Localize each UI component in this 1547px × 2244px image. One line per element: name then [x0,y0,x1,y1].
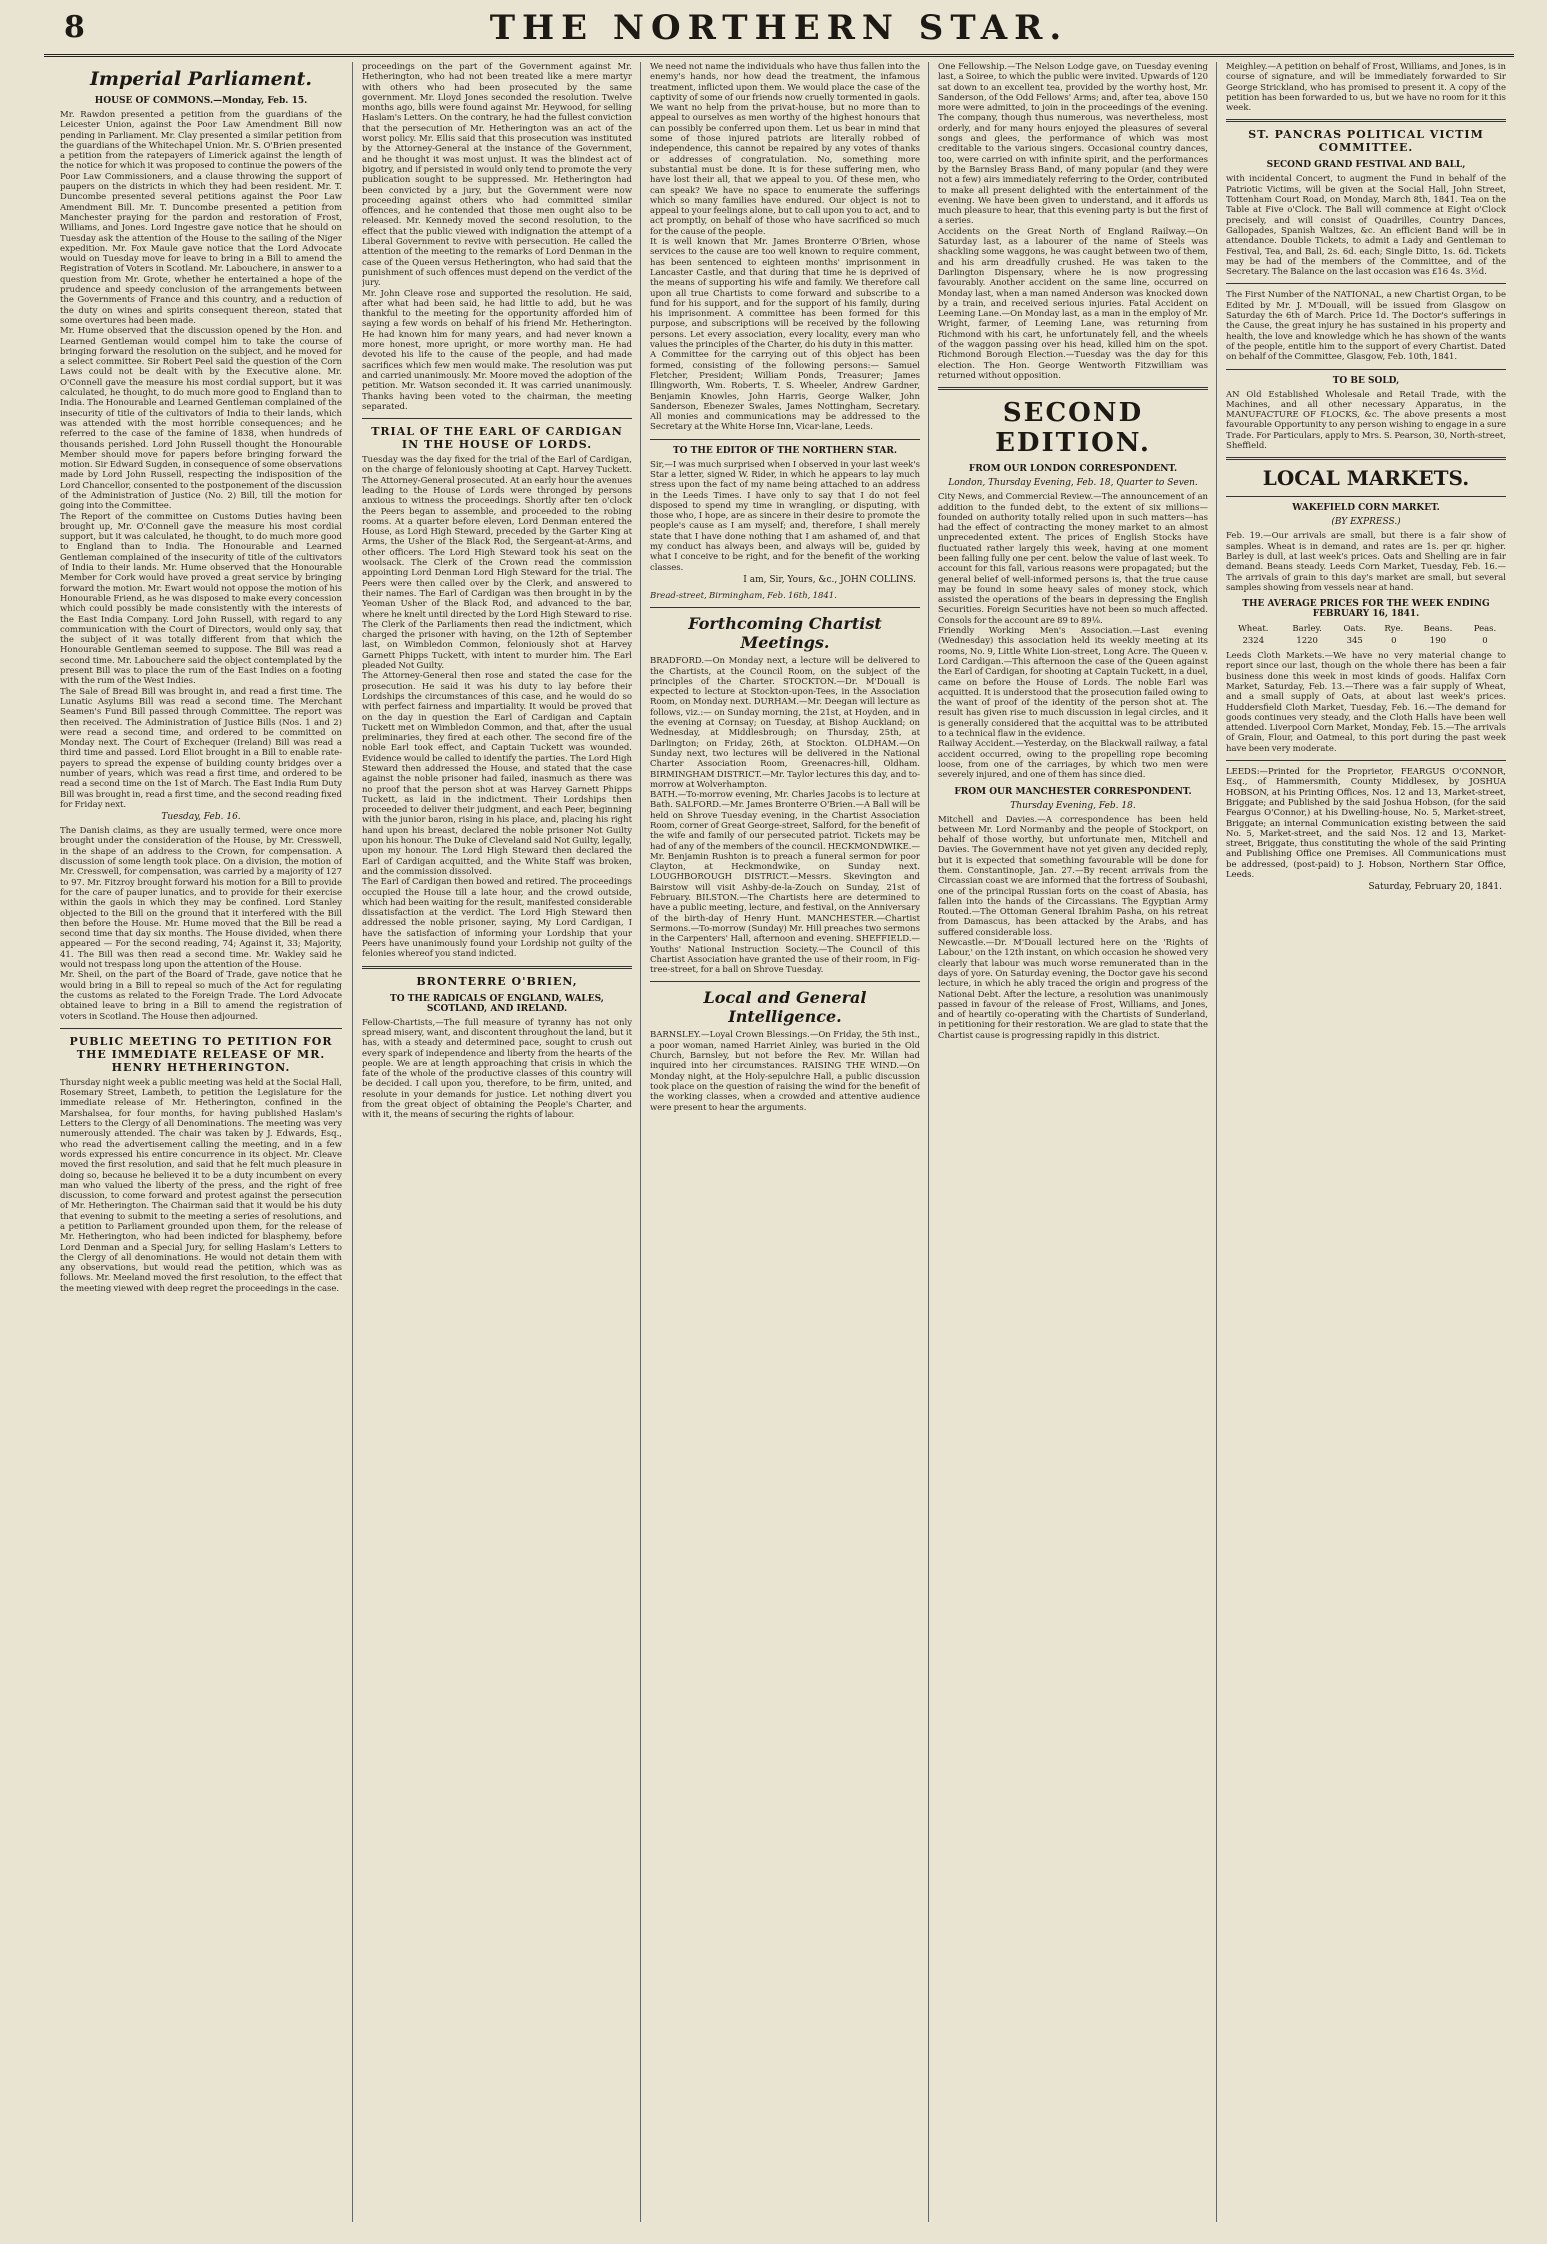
divider [650,607,920,608]
advert-paragraph: with incidental Concert, to augment the Fund in behalf of the Patriotic Victims, will be given at the Social Hall, John Street, Tottenham Court Road, on Monday, March 8th, 1841. Tea on the Table at Five o'Clock. The Ball will commence at Eight o'Clock precisely, and will consist of Quadrilles, Country Dances, Gallopades, Spanish Waltzes, &c. An efficient Band will be in attendance. Double Tickets, to admit a Lady and Gentleman to Festival, Tea, and Ball, 2s. 6d. each; Single Ditto, 1s. 6d. Tickets may be had of the members of the Committee, and of the Secretary. The Balance on the last occasion was £16 4s. 3½d. [1226,174,1506,278]
column-rule [928,62,929,2222]
article-paragraph: The Danish claims, as they are usually termed, were once more brought under the consideration of the House, by Mr. Cresswell, in the shape of an address to the Crown, for compensation. A discussion of some length took place. On a division, the motion of Mr. Cresswell, for compensation, was carried by a majority of 127 to 97. Mr. Fitzroy brought forward his motion for a Bill to provide for the care of pauper lunatics, and to provide for their exercise within the gaols in which they may be confined. Lord Stanley objected to the Bill on the ground that it interfered with the Bill then before the House. Mr. Hume moved that the Bill be read a second time that day six months. The House divided, when there appeared — For the second reading, 74; Against it, 33; Majority, 41. The Bill was then read a second time. Mr. Wakley said he would not trespass long upon the attention of the House. [60,826,342,971]
advert-paragraph: AN Old Established Wholesale and Retail Trade, with the Machines, and all other necessary Apparatus, in the MANUFACTURE OF FLOCKS, &c. The above presents a most favourable Opportunity to any person wishing to engage in a sure Trade. For Particulars, apply to Mrs. S. Pearson, 30, North-street, Sheffield. [1226,389,1506,452]
table-header-cell: Peas. [1473,624,1497,635]
column-rule [640,62,641,2222]
local-markets-heading: LOCAL MARKETS. [1262,466,1470,491]
divider [1226,283,1506,284]
dateline: London, Thursday Evening, Feb. 18, Quarter to Seven. [948,478,1198,489]
market-paragraph: Feb. 19.—Our arrivals are small, but there is a fair show of samples. Wheat is in demand, and rates are 1s. per qr. higher. Barley is dull, at last week's prices. Oats and Shelling are in fair demand. Beans steady. Leeds Corn Market, Tuesday, Feb. 16.—The arrivals of grain to this day's market are small, but several samples showing from vessels near at hand. [1226,531,1506,593]
advert-heading: TO BE SOLD, [1332,375,1400,386]
table-header-cell: Barley. [1292,624,1322,635]
table-header-cell: Beans. [1423,624,1453,635]
divider [362,418,632,419]
article-paragraph: Sir,—I was much surprised when I observed in your last week's Star a letter, signed W. Rider, in which he appears to lay much stress upon the fact of my name being attached to an address in the Leeds Times. I have only to say that I do not feel disposed to spend my time in wrangling, or disputing, with those who, I hope, are as sincere in their desire to promote the people's cause as I am myself; and, therefore, I shall merely state that I have done nothing that I am ashamed of, and that my conduct has always been, and always will be, guided by what I conceive to be right, and for the benefit of the working classes. [650,459,920,573]
article-paragraph: Meighley.—A petition on behalf of Frost, Williams, and Jones, is in course of signature, and will be immediately forwarded to Sir George Strickland, who has promised to present it. A copy of the petition has been forwarded to us, but we have no room for it this week. [1226,62,1506,114]
advert-subheading: SECOND GRAND FESTIVAL AND BALL, [1266,160,1466,171]
advert-paragraph: The First Number of the NATIONAL, a new Chartist Organ, to be Edited by Mr. J. M'Douall, will be issued from Glasgow on Saturday the 6th of March. Price 1d. The Doctor's sufferings in the Cause, the great injury he has sustained in his property and health, the love and knowledge which he has shown of the wants of the people, entitle him to the support of every Chartist. Dated on behalf of the Committee, Glasgow, Feb. 10th, 1841. [1226,290,1506,363]
column-rule [352,62,353,2222]
signature-place: Bread-street, Birmingham, Feb. 16th, 1841. [650,590,837,601]
market-paragraph: Leeds Cloth Markets.—We have no very material change to report since our last, though on the whole there has been a fair business done this week in most kinds of goods. Halifax Corn Market, Saturday, Feb. 13.—There was a fair supply of Wheat, and a small supply of Oats, at about last week's prices. Huddersfield Cloth Market, Tuesday, Feb. 16.—The demand for goods continues very steady, and the Cloth Halls have been well attended. Liverpool Corn Market, Monday, Feb. 15.—The arrivals of Grain, Flour, and Oatmeal, to this port during the past week have been very moderate. [1226,651,1506,754]
table-heading: THE AVERAGE PRICES FOR THE WEEK ENDING FEBRUARY 16, 1841. [1242,599,1490,620]
divider [60,1028,342,1029]
table-row [1226,635,1506,647]
sub-heading: FROM OUR LONDON CORRESPONDENT. [968,464,1178,475]
signature: I am, Sir, Yours, &c., JOHN COLLINS. [743,574,916,585]
article-paragraph: A Committee for the carrying out of this object has been formed, consisting of the following persons:— Samuel Fletcher, President; William Ponds, Treasurer; James Illingworth, Wm. Roberts, T. S. Wheeler, Andrew Gardner, Benjamin Knowles, John Harris, George Walker, John Sanderson, Ebenezer Swales, James Nottingham, Secretary. All monies and communications may be addressed to the Secretary at the White Horse Inn, Vicar-lane, Leeds. [650,350,920,433]
table-header-cell: Rye. [1384,624,1404,635]
masthead [44,8,1514,57]
table-cell: 190 [1429,636,1447,647]
column-rule [1216,62,1217,2222]
table-cell: 0 [1391,636,1397,647]
imprint-date: Saturday, February 20, 1841. [1368,882,1502,893]
sub-heading: FROM OUR MANCHESTER CORRESPONDENT. [954,786,1192,797]
article-paragraph: Thursday night week a public meeting was held at the Social Hall, Rosemary Street, Lambeth, to petition the Legislature for the immediate release of Mr. Hetherington, confined in the Marshalsea, for four months, for having published Haslam's Letters to the Clergy of all Denominations. The meeting was very numerously attended. The chair was taken by J. Edwards, Esq., who read the advertisement calling the meeting, and in a few words expressed his entire concurrence in its object. Mr. Cleave moved the first resolution, and said that he felt much pleasure in doing so, because he believed it to be a duty incumbent on every man who valued the liberty of the press, and the right of free discussion, to come forward and protest against the persecution of Mr. Hetherington. The Chairman said that it would be his duty that evening to submit to the meeting a series of resolutions, and a petition to Parliament grounded upon them, for the release of Mr. Hetherington, who had been indicted for blasphemy, before Lord Denman and a Special Jury, for selling Haslam's Letters to the Clergy of all denominations. He would not detain them with any observations, but would read the petition, which was as follows. Mr. Meeland moved the first resolution, to the effect that the meeting viewed with deep regret the proceedings in the case. [60,1077,342,1294]
sub-heading: Tuesday, Feb. 16. [161,812,241,823]
table-cell: 1220 [1296,636,1318,647]
article-heading: BRONTERRE O'BRIEN, [416,974,578,988]
section-heading-meetings: Forthcoming Chartist Meetings. [688,614,882,653]
article-paragraph: Mr. John Cleave rose and supported the resolution. He said, after what had been said, he had little to add, but he was thankful to the meeting for the opportunity afforded him of saying a few words on behalf of his friend Mr. Hetherington. He had known him for many years, and had never known a more honest, more upright, or more worthy man. He had devoted his life to the cause of the people, and had made sacrifices which few men would make. The resolution was put and carried unanimously. Mr. Moore moved the adoption of the petition. Mr. Watson seconded it. It was carried unanimously. Thanks having been voted to the chairman, the meeting separated. [362,288,632,412]
divider [650,981,920,982]
article-heading: TRIAL OF THE EARL OF CARDIGAN IN THE HOUSE OF LORDS. [371,425,623,452]
section-heading-parliament: Imperial Parliament. [90,68,312,90]
article-paragraph: Tuesday was the day fixed for the trial of the Earl of Cardigan, on the charge of feloniously shooting at Capt. Harvey Tuckett. The Attorney-General prosecuted. At an early hour the avenues leading to the House of Lords were thronged by persons anxious to witness the proceedings. Shortly after ten o'clock the Peers began to assemble, and proceeded to the robing rooms. At a quarter before eleven, Lord Denman entered the House, as Lord High Steward, preceded by the Garter King at Arms, the Usher of the Black Rod, the Sergeant-at-Arms, and other officers. The Lord High Steward took his seat on the woolsack. The Clerk of the Crown read the commission appointing Lord Denman Lord High Steward for the trial. The Peers were then called over by the Clerk, and answered to their names. The Earl of Cardigan was then brought in by the Yeoman Usher of the Black Rod, and advanced to the bar, where he knelt until directed by the Lord High Steward to rise. The Clerk of the Parliaments then read the indictment, which charged the prisoner with having, on the 12th of September last, on Wimbledon Common, feloniously shot at Harvey Garnett Phipps Tuckett, with intent to murder him. The Earl pleaded Not Guilty. [362,455,632,672]
table-header-cell: Oats. [1343,624,1366,635]
column-3 [650,62,920,2222]
divider [938,387,1208,390]
market-subheading: (BY EXPRESS.) [1331,517,1401,528]
article-paragraph: The Attorney-General then rose and stated the case for the prosecution. He said it was his duty to lay before their Lordships the circumstances of this case, and he would do so with perfect fairness and impartiality. It would be proved that on the day in question the Earl of Cardigan and Captain Tuckett met on Wimbledon Common, and that, after the usual preliminaries, they fired at each other. The second fire of the noble Earl took effect, and Captain Tuckett was wounded. Evidence would be called to identify the parties. The Lord High Steward then addressed the House, and stated that the case against the noble prisoner had failed, inasmuch as there was no proof that the person shot at was Harvey Garnett Phipps Tuckett, as laid in the indictment. Their Lordships then proceeded to deliver their judgment, and each Peer, beginning with the junior baron, rising in his place, and, placing his right hand upon his breast, declared the noble prisoner Not Guilty upon his honour. The Duke of Cleveland said Not Guilty, legally, upon my honour. The Lord High Steward then declared the Earl of Cardigan acquitted, and the White Staff was broken, and the commission dissolved. [362,671,632,877]
article-paragraph: Mr. Sheil, on the part of the Board of Trade, gave notice that he would bring in a Bill to repeal so much of the Act for regulating the customs as related to the Foreign Trade. The Lord Advocate obtained leave to bring in a Bill to amend the registration of voters in Scotland. The House then adjourned. [60,970,342,1022]
divider [1226,760,1506,761]
page-number: 8 [64,10,85,45]
divider [1226,457,1506,460]
article-paragraph: Railway Accident.—Yesterday, on the Blackwall railway, a fatal accident occurred, owing to the propelling rope becoming loose, from one of the carriages, by which two men were severely injured, and one of them has since died. [938,739,1208,781]
article-paragraph: Mitchell and Davies.—A correspondence has been held between Mr. Lord Normanby and the people of Stockport, on behalf of those worthy, but unfortunate men, Mitchell and Davies. The Government have not yet given any decided reply, but it is expected that something favourable will be done for them. Constantinople, Jan. 27.—By recent arrivals from the Circassian coast we are informed that the fortress of Soubashi, one of the principal Russian forts on the coast of Abasia, has fallen into the hands of the Circassians. The Egyptian Army Routed.—The Ottoman General Ibrahim Pasha, on his retreat from Damascus, has been attacked by the Arabs, and has suffered considerable loss. [938,814,1208,938]
second-edition-heading: SECOND EDITION. [995,398,1151,459]
article-paragraph: The Earl of Cardigan then bowed and retired. The proceedings occupied the House till a late hour, and the crowd outside, which had been waiting for the result, manifested considerable dissatisfaction at the verdict. The Lord High Steward then addressed the noble prisoner, saying, My Lord Cardigan, I have the satisfaction of informing your Lordship that your Peers have unanimously found your Lordship not guilty of the felonies whereof you stand indicted. [362,877,632,960]
article-heading: PUBLIC MEETING TO PETITION FOR THE IMMEDIATE RELEASE OF MR. HENRY HETHERINGTON. [69,1034,333,1074]
divider [650,439,920,440]
divider [1226,119,1506,122]
article-paragraph: Accidents on the Great North of England Railway.—On Saturday last, as a labourer of the name of Steels was shackling some waggons, he was caught between two of them, and his arm dreadfully crushed. He was taken to the Darlington Dispensary, where he is now progressing favourably. Another accident on the same line, occurred on Monday last, when a man named Anderson was knocked down by a train, and received serious injuries. Fatal Accident on Leeming Lane.—On Monday last, as a man in the employ of Mr. Wright, farmer, of Leeming Lane, was returning from Richmond with his cart, he unfortunately fell, and the wheels of the waggon passing over his head, killed him on the spot. Richmond Borough Election.—Tuesday was the day for this election. The Hon. George Wentworth Fitzwilliam was returned without opposition. [938,226,1208,381]
section-heading-local: Local and General Intelligence. [703,988,867,1027]
column-5 [1226,62,1506,2222]
column-4 [938,62,1208,2222]
table-header-cell: Wheat. [1238,624,1269,635]
average-prices-table [1226,623,1506,647]
article-paragraph: Fellow-Chartists,—The full measure of tyranny has not only spread misery, want, and discontent throughout the land, but it has, with a steady and determined pace, sought to crush out every spark of independence and liberty from the hearts of the people. We are at length approaching that crisis in which the fate of the whole of the productive classes of this country will be decided. I call upon you, therefore, to be firm, united, and resolute in your demands for justice. Let nothing divert you from the great object of obtaining the People's Charter, and with it, the means of securing the rights of labour. [362,1017,632,1121]
column-2 [362,62,632,2222]
newspaper-title: THE NORTHERN STAR. [489,8,1069,48]
article-paragraph: BARNSLEY.—Loyal Crown Blessings.—On Friday, the 5th inst., a poor woman, named Harriet Ainley, was buried in the Old Church, Barnsley, but not before the Rev. Mr. Willan had inquired into her circumstances. RAISING THE WIND.—On Monday night, at the Holy-sepulchre Hall, a public discussion took place on the question of raising the wind for the benefit of the working classes, when a crowded and attentive audience were present to hear the arguments. [650,1030,920,1113]
sub-heading: HOUSE OF COMMONS.—Monday, Feb. 15. [94,96,308,106]
article-paragraph: We need not name the individuals who have thus fallen into the enemy's hands, nor how dead the treatment, the infamous treatment, inflicted upon them. We would place the case of the captivity of some of our friends now cruelly tormented in gaols. We want no help from the privat-house, but no more than to appeal to ourselves as men worthy of the highest honours that can possibly be conferred upon them. Let us bear in mind that some of those injured patriots are literally robbed of independence, this cannot be repaired by any votes of thanks or addresses of congratulation. No, something more substantial must be done. It is for these suffering men, who have lost their all, that we appeal to you. Of these men, who can speak? We have no space to enumerate the sufferings which so many families have endured. Our object is not to appeal to your feelings alone, but to call upon you to act, and to act promptly, on behalf of those who have sacrificed so much for the cause of the people. [650,62,920,237]
article-paragraph: BRADFORD.—On Monday next, a lecture will be delivered to the Chartists, at the Council Room, on the subject of the principles of the Charter. STOCKTON.—Dr. M'Douall is expected to lecture at Stockton-upon-Tees, in the Association Room, on Monday next. DURHAM.—Mr. Deegan will lecture as follows, viz.:— on Sunday morning, the 21st, at Hoyden, and in the evening at Cornsay; on Tuesday, at Bishop Auckland; on Wednesday, at Middlesbrough; on Thursday, 25th, at Darlington; on Friday, 26th, at Stockton. OLDHAM.—On Sunday next, two lectures will be delivered in the National Charter Association Room, Greenacres-hill, Oldham. BIRMINGHAM DISTRICT.—Mr. Taylor lectures this day, and to-morrow at Wolverhampton. [650,656,920,790]
article-paragraph: One Fellowship.—The Nelson Lodge gave, on Tuesday evening last, a Soiree, to which the public were invited. Upwards of 120 sat down to an excellent tea, provided by the worthy host, Mr. Sanderson, of the Odd Fellows' Arms; and, after tea, above 150 more were admitted, to join in the proceedings of the evening. The company, though thus numerous, was nevertheless, most orderly, and for many hours enjoyed the pleasures of several songs and glees, the performance of which was most creditable to the various singers. Occasional country dances, too, were carried on with infinite spirit, and the performances by the Barnsley Brass Band, of many popular (and they were not a few) airs immediately referring to the Order, contributed to make all present delighted with the entertainment of the evening. We have been given to understand, and it affords us much pleasure to hear, that this evening party is but the first of a series. [938,62,1208,227]
table-cell: 2324 [1242,636,1265,647]
divider [362,966,632,969]
table-cell: 0 [1482,636,1488,647]
article-paragraph: Friendly Working Men's Association.—Last evening (Wednesday) this association held its weekly meeting at its rooms, No. 9, Little White Lion-street, Long Acre. The Queen v. Lord Cardigan.—This afternoon the case of the Queen against the Earl of Cardigan, for shooting at Captain Tuckett, in a duel, came on before the House of Lords. The noble Earl was acquitted. It is understood that the prosecution failed owing to the want of proof of the identity of the person shot at. The result has given rise to much discussion in legal circles, and it is generally considered that the acquittal was to be attributed to a technical flaw in the evidence. [938,626,1208,740]
table-header-row [1226,623,1506,635]
article-paragraph: City News, and Commercial Review.—The announcement of an addition to the funded debt, to the extent of six millions—founded on authority totally relied upon in such matters—has had the effect of contracting the money market to an almost unprecedented extent. The prices of English Stocks have fluctuated rather largely this week, having at one moment been falling fully one per cent. below the value of last week. To account for this fall, various reasons were propagated; but the general belief of well-informed persons is, that the true cause may be found in some heavy sales of money stock, which assisted the operations of the bears in depressing the English Securities. Foreign Securities have not been so much affected. Consols for the account are 89 to 89⅛. [938,492,1208,626]
article-paragraph: BATH.—To-morrow evening, Mr. Charles Jacobs is to lecture at Bath. SALFORD.—Mr. James Bronterre O'Brien.—A Ball will be held on Shrove Tuesday evening, in the Chartist Association Room, corner of Great George-street, Salford, for the benefit of the wife and family of our persecuted patriot. Tickets may be had of any of the members of the council. HECKMONDWIKE.—Mr. Benjamin Rushton is to preach a funeral sermon for poor Clayton, at Heckmondwike, on Sunday next. LOUGHBOROUGH DISTRICT.—Messrs. Skevington and Bairstow will visit Ashby-de-la-Zouch on Sunday, 21st of February. BILSTON.—The Chartists here are determined to have a public meeting, lecture, and festival, on the Anniversary of the birth-day of Henry Hunt. MANCHESTER.—Chartist Sermons.—To-morrow (Sunday) Mr. Hill preaches two sermons in the Carpenters' Hall, afternoon and evening. SHEFFIELD.—Youths' National Instruction Society.—The Council of this Chartist Association have granted the use of their room, in Fig-tree-street, for a ball on Shrove Tuesday. [650,790,920,976]
article-paragraph: Mr. Rawdon presented a petition from the guardians of the Leicester Union, against the Poor Law Amendment Bill now pending in Parliament. Mr. Clay presented a similar petition from the guardians of the Whitechapel Union. Mr. S. O'Brien presented a petition from the ratepayers of Limerick against the length of the notice for which it was proposed to continue the powers of the Poor Law Commissioners, and a clause throwing the support of paupers on the districts in which they had been resident. Mr. T. Duncombe presented several petitions against the Poor Law Amendment Bill. Mr. T. Duncombe presented a petition from Manchester praying for the pardon and restoration of Frost, Williams, and Jones. Lord Ingestre gave notice that he should on Tuesday ask the attention of the House to the sailing of the Niger expedition. Mr. Fox Maule gave notice that the Lord Advocate would on Tuesday move for leave to bring in a Bill to amend the Registration of Voters in Scotland. Mr. Labouchere, in answer to a question from Mr. Grote, whether he entertained a hope of the prudence and speedy conclusion of the arrangements between the Governments of France and this country, and a reduction of the duty on wines and spirits consequent thereon, stated that some overtures had been made. [60,110,342,326]
article-paragraph: It is well known that Mr. James Bronterre O'Brien, whose services to the cause are too well known to require comment, has been sentenced to eighteen months' imprisonment in Lancaster Castle, and that during that time he is deprived of the means of supporting his wife and family. We therefore call upon all true Chartists to come forward and subscribe to a fund for his support, and for the support of his family, during his imprisonment. A committee has been formed for this purpose, and subscriptions will be received by the following persons. Let every association, every locality, every man who values the principles of the Charter, do his duty in this matter. [650,237,920,351]
advert-heading: ST. PANCRAS POLITICAL VICTIM COMMITTEE. [1248,128,1484,155]
dateline: Thursday Evening, Feb. 18. [1010,800,1136,811]
article-paragraph: Mr. Hume observed that the discussion opened by the Hon. and Learned Gentleman would compel him to take the course of bringing forward the resolution on the subject, and he moved for a select committee. Sir Robert Peel said the question of the Corn Laws could not be dealt with by the Executive alone. Mr. O'Connell gave the measure his most cordial support, but it was calculated, he thought, to do much more good to England than to India. The Honourable and Learned Gentleman complained of the insecurity of title of the cultivators of India to their lands, which was attended with the most horrible consequences; and he referred to the case of the famine of 1838, when hundreds of thousands perished. Lord John Russell thought the Honourable Member should move for papers before bringing forward the motion. Sir Edward Sugden, in consequence of some observations made by Lord John Russell, respecting the indisposition of the Lord Chancellor, consented to the postponement of the discussion of the Administration of Justice (No. 2) Bill, till the motion for going into the Committee. [60,326,342,512]
divider [1226,496,1506,497]
article-paragraph: proceedings on the part of the Government against Mr. Hetherington, who had not been treated like a mere martyr with others who had been prosecuted by the same government. Mr. Lloyd Jones seconded the resolution. Twelve months ago, bills were found against Mr. Heywood, for selling Haslam's Letters. On the contrary, he had the fullest conviction that the persecution of Mr. Hetherington was an act of the worst policy. Mr. Ellis said that this prosecution was instituted by the Attorney-General at the instance of the Government, and he thought it was most unjust. It was the blindest act of bigotry, and if persisted in would only tend to promote the very publication sought to be suppressed. Mr. Hetherington had been convicted by a jury, but the Government were now proceeding against others who had committed similar offences, and he contended that those men ought also to be released. Mr. Kennedy moved the second resolution, to the effect that the public viewed with indignation the attempt of a Liberal Government to revive with persecution. He called the attention of the meeting to the remarks of Lord Denman in the case of the Queen versus Hetherington, who had said that the punishment of such offences must depend on the verdict of the jury. [362,62,632,289]
printer-imprint: LEEDS:—Printed for the Proprietor, FEARGUS O'CONNOR, Esq., of Hammersmith, County Middlesex, by JOSHUA HOBSON, at his Printing Offices, Nos. 12 and 13, Market-street, Briggate; and Published by the said Joshua Hobson, (for the said Feargus O'Connor,) at his Dwelling-house, No. 5, Market-street, Briggate; an internal Communication existing between the said No. 5, Market-street, and the said Nos. 12 and 13, Market-street, Briggate, thus constituting the whole of the said Printing and Publishing Office one Premises. All Communications must be addressed, (post-paid) to J. Hobson, Northern Star Office, Leeds. [1226,767,1506,881]
column-1 [60,62,342,2222]
sub-heading: TO THE RADICALS OF ENGLAND, WALES, SCOTLAND, AND IRELAND. [390,993,604,1014]
market-heading: WAKEFIELD CORN MARKET. [1292,503,1440,514]
table-cell: 345 [1346,636,1363,647]
article-paragraph: Newcastle.—Dr. M'Douall lectured here on the 'Rights of Labour,' on the 12th instant, on which occasion he showed very clearly that labour was much worse remunerated than in the days of yore. On Saturday evening, the Doctor gave his second lecture, in which he ably traced the origin and progress of the National Debt. After the lecture, a resolution was unanimously passed in favour of the release of Frost, Williams, and Jones, and of heartily co-operating with the Chartists of Sunderland, in petitioning for their restoration. We are glad to state that the Chartist cause is progressing rapidly in this district. [938,938,1208,1041]
divider [1226,369,1506,370]
article-paragraph: The Report of the committee on Customs Duties having been brought up, Mr. O'Connell gave the measure his most cordial support, but it was calculated, he thought, to do much more good to England than to India. The Honourable and Learned Gentleman complained of the insecurity of title of the cultivators of India to their lands. Mr. Hume observed that the Honourable Member for Cork would have proved a great service by bringing forward the motion. Mr. Ewart would not oppose the motion of his Honourable Friend, as he was disposed to make every concession which could possibly be made consistently with the interests of the East India Company. Lord John Russell, with regard to any communication with the Court of Directors, would only say, that the subject of it was totally different from that which the Honourable Gentleman seemed to suppose. The Bill was read a second time. Mr. Labouchere said the object contemplated by the present Bill was to place the rum of the East Indies on a footing with the rum of the West Indies. [60,511,342,687]
article-heading: TO THE EDITOR OF THE NORTHERN STAR. [672,445,898,456]
article-paragraph: The Sale of Bread Bill was brought in, and read a first time. The Lunatic Asylums Bill was read a second time. The Merchant Seamen's Fund Bill passed through Committee. The report was then received. The Administration of Justice Bills (Nos. 1 and 2) were read a second time, and ordered to be committed on Monday next. The Court of Exchequer (Ireland) Bill was read a third time and passed. Lord Eliot brought in a Bill to enable rate-payers to spread the expense of building county bridges over a number of years, which was read a first time, and ordered to be read a second time on the 1st of March. The East India Rum Duty Bill was brought in, read a first time, and the second reading fixed for Friday next. [60,686,342,810]
